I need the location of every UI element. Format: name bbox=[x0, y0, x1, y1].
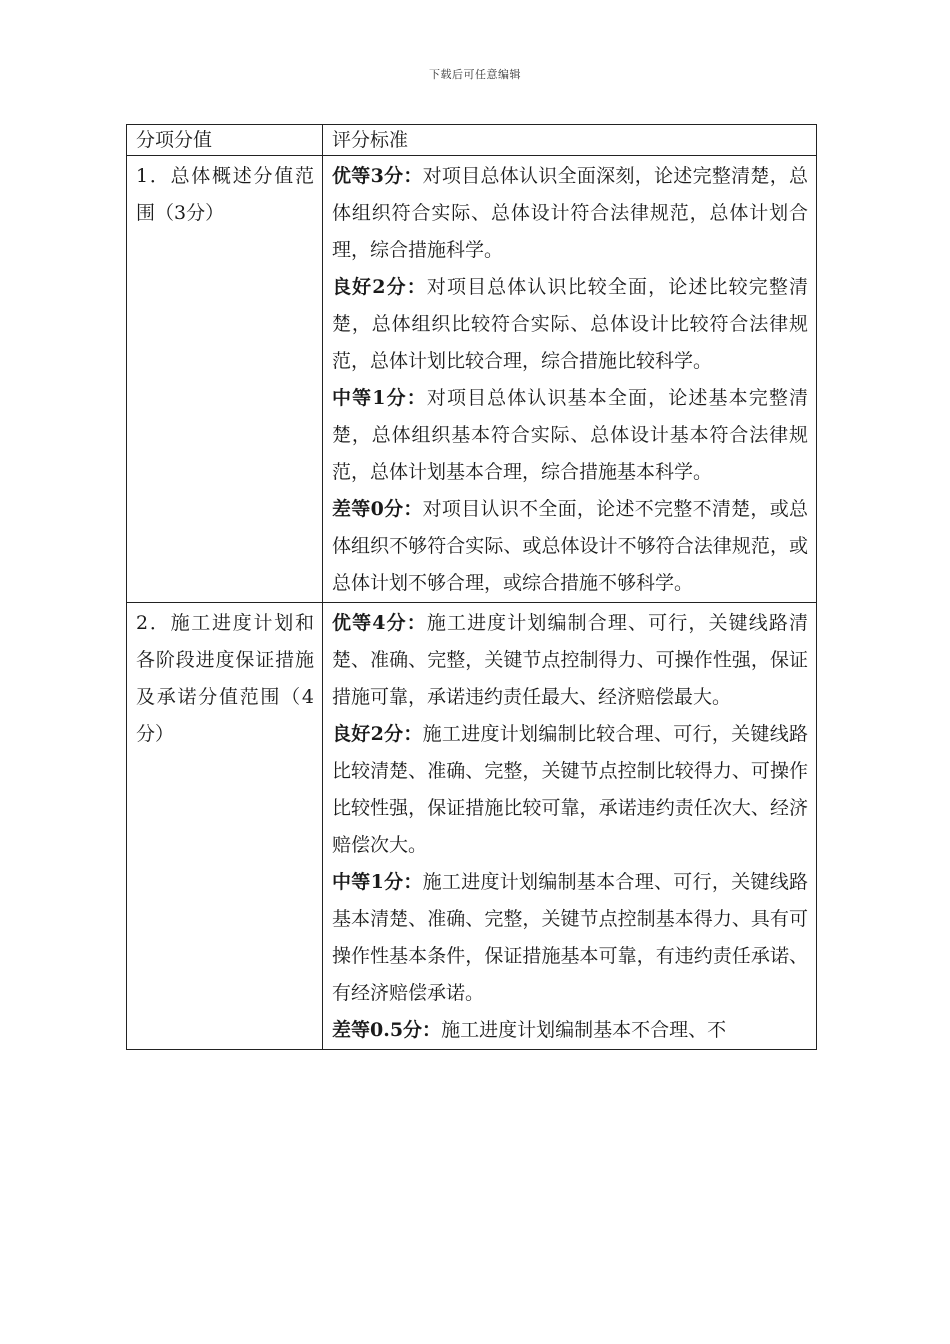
criterion-paragraph bbox=[332, 156, 808, 269]
criterion-text: 施工进度计划编制基本合理、可行，关键线路基本清楚、准确、完整，关键节点控制基本得力、具有可操作性基本条件，保证措施基本可靠，有违约责任承诺、有经济赔偿承诺。 bbox=[332, 871, 808, 1004]
category-label: 2．施工进度计划和各阶段进度保证措施及承诺分值范围（4分） bbox=[136, 612, 314, 745]
grade-label: 差等0.5分： bbox=[332, 1019, 442, 1041]
category-label: 1．总体概述分值范围（3分） bbox=[136, 165, 314, 224]
grade-label: 中等1分： bbox=[332, 387, 427, 409]
criterion-paragraph bbox=[332, 491, 808, 602]
criterion-paragraph bbox=[332, 269, 808, 380]
grade-label: 优等3分： bbox=[332, 165, 423, 187]
criterion-paragraph bbox=[332, 716, 808, 864]
criterion-text: 施工进度计划编制合理、可行，关键线路清楚、准确、完整，关键节点控制得力、可操作性强，保证措施可靠，承诺违约责任最大、经济赔偿最大。 bbox=[332, 612, 808, 708]
column-header-criteria: 评分标准 bbox=[323, 125, 817, 156]
criterion-text: 对项目认识不全面，论述不完整不清楚，或总体组织不够符合实际、或总体设计不够符合法律规范，或总体计划不够合理，或综合措施不够科学。 bbox=[332, 498, 808, 594]
criterion-paragraph bbox=[332, 603, 808, 716]
criteria-cell bbox=[323, 156, 817, 603]
grade-label: 优等4分： bbox=[332, 612, 427, 634]
header-note: 下载后可任意编辑 bbox=[429, 68, 521, 81]
criterion-paragraph bbox=[332, 380, 808, 491]
grade-label: 良好2分： bbox=[332, 276, 427, 298]
criterion-text: 施工进度计划编制比较合理、可行，关键线路比较清楚、准确、完整，关键节点控制比较得力、可操作比较性强，保证措施比较可靠，承诺违约责任次大、经济赔偿次大。 bbox=[332, 723, 808, 856]
criterion-paragraph bbox=[332, 1012, 808, 1049]
column-header-category: 分项分值 bbox=[127, 125, 323, 156]
criterion-text: 施工进度计划编制基本不合理、不 bbox=[441, 1019, 727, 1041]
grade-label: 中等1分： bbox=[332, 871, 423, 893]
grade-label: 良好2分： bbox=[332, 723, 423, 745]
category-cell bbox=[127, 603, 323, 1050]
criteria-cell bbox=[323, 603, 817, 1050]
table-header-row bbox=[127, 125, 817, 156]
category-cell bbox=[127, 156, 323, 603]
criterion-paragraph bbox=[332, 864, 808, 1012]
criterion-text: 对项目总体认识全面深刻，论述完整清楚，总体组织符合实际、总体设计符合法律规范，总体计划合理，综合措施科学。 bbox=[332, 165, 808, 261]
criterion-text: 对项目总体认识比较全面，论述比较完整清楚，总体组织比较符合实际、总体设计比较符合法律规范，总体计划比较合理，综合措施比较科学。 bbox=[332, 276, 808, 372]
scoring-table bbox=[126, 124, 817, 1050]
criterion-text: 对项目总体认识基本全面，论述基本完整清楚，总体组织基本符合实际、总体设计基本符合法律规范，总体计划基本合理，综合措施基本科学。 bbox=[332, 387, 808, 483]
grade-label: 差等0分： bbox=[332, 498, 423, 520]
table-row bbox=[127, 603, 817, 1050]
table-row bbox=[127, 156, 817, 603]
